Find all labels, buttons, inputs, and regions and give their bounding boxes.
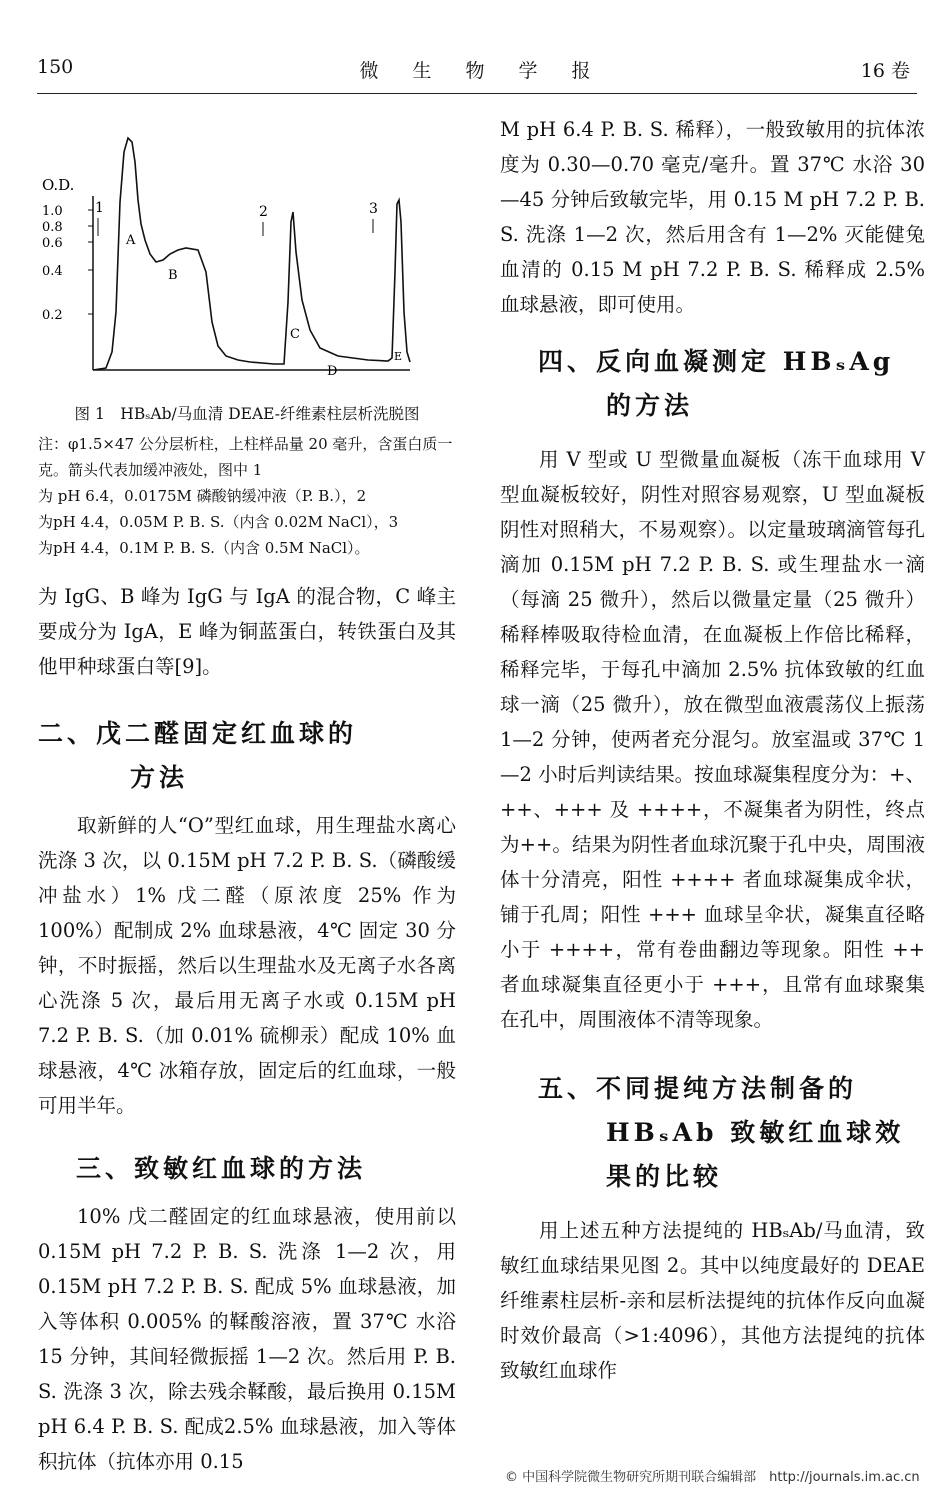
section-4-heading-line1: 四、反向血凝测定 HBₛAg bbox=[538, 347, 895, 376]
journal-title: 微生物学报 bbox=[359, 60, 625, 82]
section-4-heading-line2: 的方法 bbox=[606, 391, 694, 420]
buffer-arrows bbox=[95, 200, 378, 236]
section-2-body: 取新鲜的人“O”型红血球，用生理盐水离心洗涤 3 次，以 0.15M pH 7.2 P. B. S.（磷酸缓冲盐水）1% 戊二醛（原浓度 25% 作为 100%）配制成 2% 血球悬液，4℃ 固定 30 分钟，不时振摇，然后以生理盐水及无离子水各离心洗涤 5 次，最后用无离子水或 0.15M pH 7.2 P. B. S.（加 0.01% 硫柳汞）配成 10% 血球悬液，4℃ 冰箱存放，固定后的红血球，一般可用半年。 bbox=[38, 814, 456, 1117]
section-5-heading-line2: HBₛAb 致敏红血球效 bbox=[606, 1118, 905, 1147]
left-column bbox=[38, 112, 456, 1479]
header-rule bbox=[37, 93, 917, 94]
peak-label-e: E bbox=[394, 350, 403, 363]
peak-label-b: B bbox=[168, 268, 178, 283]
volume-label: 16 卷 bbox=[860, 60, 910, 82]
section-2-heading-line1: 二、戊二醛固定红血球的 bbox=[38, 719, 358, 748]
section-5-heading-line3: 果的比较 bbox=[606, 1162, 723, 1191]
y-ticks bbox=[42, 204, 93, 323]
figure-caption-note-3: 为pH 4.4，0.05M P. B. S.（内含 0.02M NaCl），3 bbox=[38, 513, 399, 531]
figure-caption-note-2: 为 pH 6.4，0.0175M 磷酸钠缓冲液（P. B.），2 bbox=[38, 487, 367, 505]
y-tick-label: 1.0 bbox=[42, 204, 63, 219]
elution-chromatogram bbox=[38, 112, 456, 397]
arrow-label-3: 3 bbox=[369, 201, 378, 217]
section-3-body: 10% 戊二醛固定的红血球悬液，使用前以 0.15M pH 7.2 P. B. S. 洗涤 1—2 次，用 0.15M pH 7.2 P. B. S. 配成 5% 血球悬液，加入等体积 0.005% 的鞣酸溶液，置 37℃ 水浴 15 分钟，其间轻微振摇 1—2 次。然后用 P. B. S. 洗涤 3 次，除去残余鞣酸，最后换用 0.15M pH 6.4 P. B. S. 配成2.5% 血球悬液，加入等体积抗体（抗体亦用 0.15 bbox=[38, 1205, 456, 1473]
y-axis-label: O.D. bbox=[42, 176, 75, 194]
arrow-label-2: 2 bbox=[259, 204, 268, 220]
page-number: 150 bbox=[37, 56, 74, 78]
paragraph-peak-description: 为 IgG、B 峰为 IgG 与 IgA 的混合物，C 峰主要成分为 IgA，E 峰为铜蓝蛋白，转铁蛋白及其他甲种球蛋白等[9]。 bbox=[38, 585, 456, 678]
figure-caption-note-1: 注：φ1.5×47 公分层析柱，上柱样品量 20 毫升，含蛋白质一克。箭头代表加缓冲液处，图中 1 bbox=[38, 435, 453, 479]
section-2-heading bbox=[38, 712, 456, 800]
section-4-body: 用 V 型或 U 型微量血凝板（冻干血球用 V 型血凝板较好，阴性对照容易观察，U 型血凝板阴性对照稍大，不易观察）。以定量玻璃滴管每孔滴加 0.15M pH 7.2 P. B. S. 或生理盐水一滴（每滴 25 微升），然后以微量定量（25 微升）稀释棒吸取待检血清，在血凝板上作倍比稀释，稀释完毕，于每孔中滴加 2.5% 抗体致敏的红血球一滴（25 微升），放在微型血液震荡仪上振荡 1—2 分钟，使两者充分混匀。放室温或 37℃ 1—2 小时后判读结果。按血球凝集程度分为：+、++、+++ 及 ++++，不凝集者为阴性，终点为++。结果为阴性者血球沉聚于孔中央，周围液体十分清亮，阳性 ++++ 者血球凝集成伞状，铺于孔周；阳性 +++ 血球呈伞状，凝集直径略小于 ++++，常有卷曲翻边等现象。阳性 ++ 者血球凝集直径更小于 +++，且常有血球聚集在孔中，周围液体不清等现象。 bbox=[500, 448, 925, 1031]
arrow-label-1: 1 bbox=[95, 200, 104, 216]
peak-label-a: A bbox=[126, 233, 136, 248]
section-3-continuation: M pH 6.4 P. B. S. 稀释），一般致敏用的抗体浓度为 0.30—0.70 毫克/毫升。置 37℃ 水浴 30—45 分钟后致敏完毕，用 0.15 M pH 7.2 P. B. S. 洗涤 1—2 次，然后用含有 1—2% 灭能健兔血清的 0.15 M pH 7.2 P. B. S. 稀释成 2.5% 血球悬液，即可使用。 bbox=[500, 118, 925, 316]
y-tick-label: 0.6 bbox=[42, 236, 63, 251]
section-4-heading bbox=[500, 340, 925, 428]
section-5-heading-line1: 五、不同提纯方法制备的 bbox=[538, 1074, 858, 1103]
y-tick-label: 0.8 bbox=[42, 220, 63, 235]
figure-caption-title: 图 1 HBₛAb/马血清 DEAE-纤维素柱层析洗脱图 bbox=[74, 405, 420, 423]
section-5-heading bbox=[500, 1067, 925, 1199]
y-tick-label: 0.2 bbox=[42, 308, 63, 323]
elution-curve bbox=[93, 138, 410, 370]
peak-label-c: C bbox=[290, 327, 300, 342]
section-2-heading-line2: 方法 bbox=[130, 763, 189, 792]
copyright-footer: © 中国科学院微生物研究所期刊联合编辑部 http://journals.im.ac.cn bbox=[505, 1470, 920, 1485]
peak-label-d: D bbox=[327, 364, 338, 379]
section-5-body: 用上述五种方法提纯的 HBₛAb/马血清，致敏红血球结果见图 2。其中以纯度最好的 DEAE 纤维素柱层析-亲和层析法提纯的抗体作反向血凝时效价最高（>1:4096），其他方法提纯的抗体致敏红血球作 bbox=[500, 1219, 925, 1382]
peak-labels bbox=[125, 233, 402, 379]
y-tick-label: 0.4 bbox=[42, 264, 63, 279]
figure-caption-note-4: 为pH 4.4，0.1M P. B. S.（内含 0.5M NaCl）。 bbox=[38, 539, 370, 557]
section-3-heading: 三、致敏红血球的方法 bbox=[76, 1154, 367, 1183]
right-column bbox=[500, 112, 925, 1388]
